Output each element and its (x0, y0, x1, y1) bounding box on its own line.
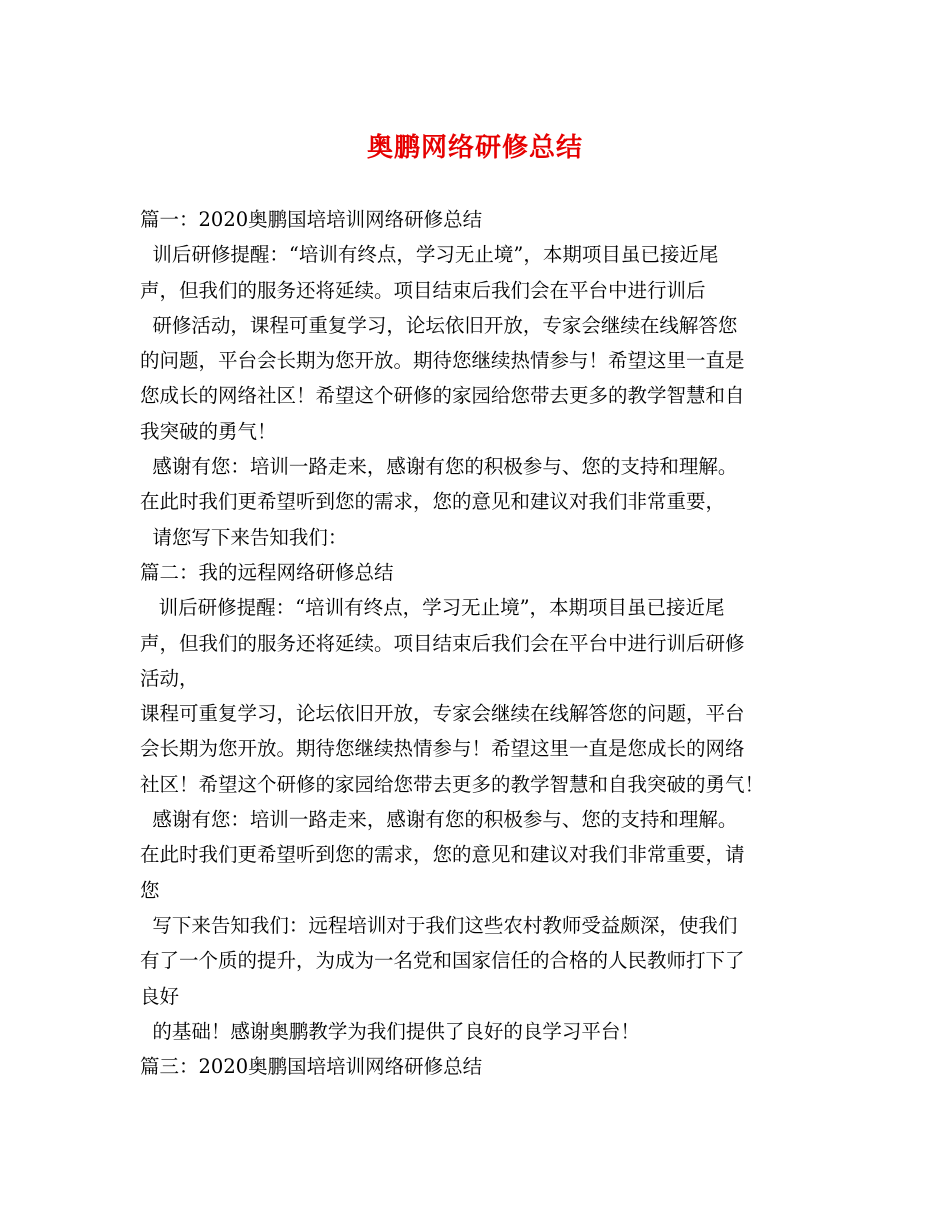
text-line: 您 (140, 878, 160, 902)
text-line: 活动， (140, 666, 199, 690)
text-line: 感谢有您：培训一路走来，感谢有您的积极参与、您的支持和理解。 (140, 808, 738, 832)
text-line: 会长期为您开放。期待您继续热情参与！希望这里一直是您成长的网络 (140, 737, 745, 761)
text-line: 在此时我们更希望听到您的需求，您的意见和建议对我们非常重要，请 (140, 843, 745, 867)
text-line: 社区！希望这个研修的家园给您带去更多的教学智慧和自我突破的勇气！ (140, 772, 765, 796)
section-heading-3: 篇三：2020奥鹏国培培训网络研修总结 (140, 1055, 483, 1079)
text-line: 训后研修提醒：“培训有终点，学习无止境”，本期项目虽已接近尾 (140, 596, 725, 620)
text-line: 声，但我们的服务还将延续。项目结束后我们会在平台中进行训后 (140, 278, 706, 302)
text-line: 我突破的勇气！ (140, 419, 277, 443)
text-line: 研修活动，课程可重复学习，论坛依旧开放，专家会继续在线解答您 (140, 313, 738, 337)
text-line: 的问题，平台会长期为您开放。期待您继续热情参与！希望这里一直是 (140, 349, 745, 373)
section-heading-2: 篇二：我的远程网络研修总结 (140, 560, 394, 584)
text-line: 您成长的网络社区！希望这个研修的家园给您带去更多的教学智慧和自 (140, 384, 745, 408)
text-line: 课程可重复学习，论坛依旧开放，专家会继续在线解答您的问题，平台 (140, 702, 745, 726)
document-title: 奥鹏网络研修总结 (366, 133, 583, 163)
text-line: 声，但我们的服务还将延续。项目结束后我们会在平台中进行训后研修 (140, 631, 745, 655)
text-line: 感谢有您：培训一路走来，感谢有您的积极参与、您的支持和理解。 (140, 455, 738, 479)
text-line: 有了一个质的提升，为成为一名党和国家信任的合格的人民教师打下了 (140, 949, 745, 973)
section-heading-1: 篇一：2020奥鹏国培培训网络研修总结 (140, 208, 483, 231)
document-body (140, 202, 840, 1084)
text-line: 训后研修提醒：“培训有终点，学习无止境”，本期项目虽已接近尾 (140, 243, 719, 267)
text-line: 在此时我们更希望听到您的需求，您的意见和建议对我们非常重要， (140, 490, 726, 514)
text-line: 写下来告知我们：远程培训对于我们这些农村教师受益颇深，使我们 (140, 913, 738, 937)
text-line: 的基础！感谢奥鹏教学为我们提供了良好的良学习平台！ (140, 1019, 640, 1043)
text-line: 良好 (140, 984, 180, 1008)
text-line: 请您写下来告知我们： (140, 525, 348, 549)
